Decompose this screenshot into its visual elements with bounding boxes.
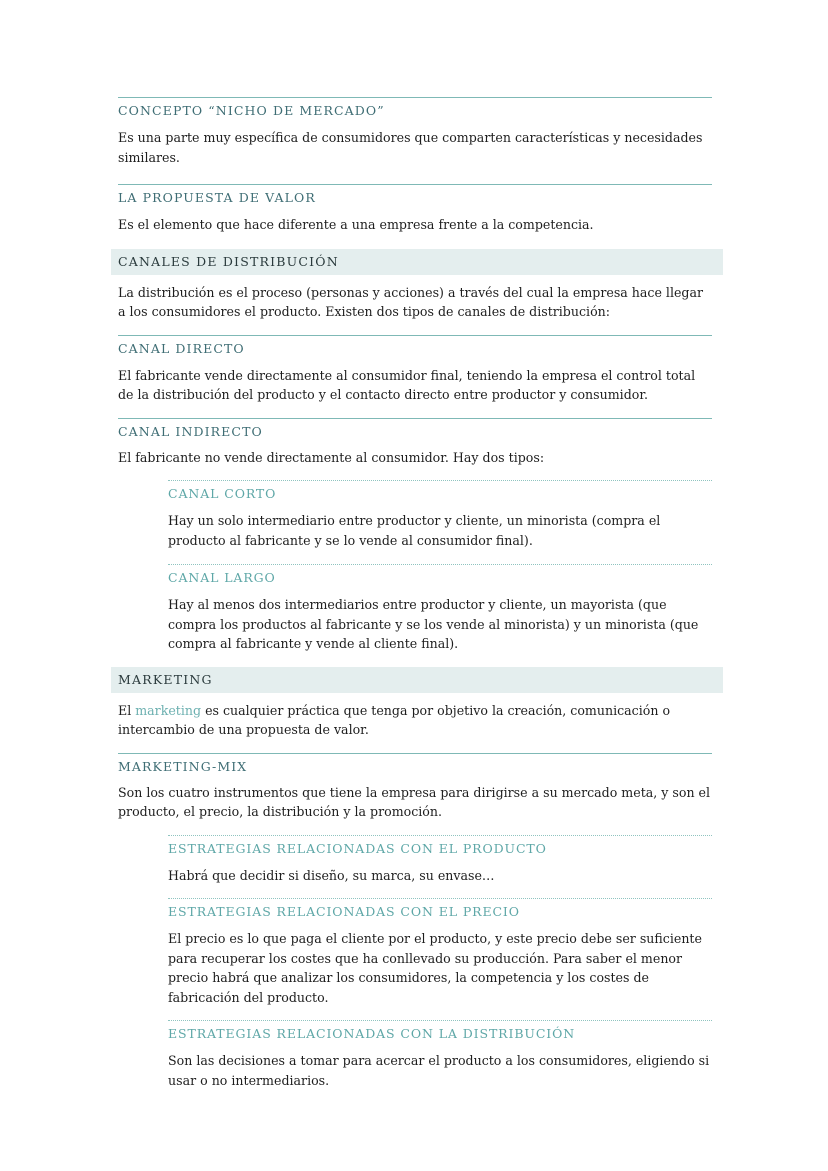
section-nicho — [118, 97, 712, 167]
heading-canales: CANALES DE DISTRIBUCIÓN — [111, 249, 723, 275]
section-marketing — [118, 667, 712, 740]
text-canales: La distribución es el proceso (personas y acciones) a través del cual la empresa hace llegar a los consumidores el producto. Existen dos tipos de canales de distribución: — [118, 284, 704, 319]
heading-canal-directo: CANAL DIRECTO — [118, 340, 245, 356]
section-estrategias-distribucion — [168, 1020, 712, 1090]
section-estrategias-precio — [168, 898, 712, 1007]
heading-canal-indirecto: CANAL INDIRECTO — [118, 423, 263, 439]
heading-marketing: MARKETING — [111, 667, 723, 693]
text-estrategias-producto: Habrá que decidir si diseño, su marca, su envase… — [168, 867, 495, 883]
heading-estrategias-producto: ESTRATEGIAS RELACIONADAS CON EL PRODUCTO — [168, 840, 547, 856]
section-canal-indirecto — [118, 418, 712, 468]
section-canal-directo — [118, 335, 712, 405]
text-canal-indirecto: El fabricante no vende directamente al consumidor. Hay dos tipos: — [118, 449, 545, 465]
section-propuesta — [118, 184, 712, 235]
heading-marketing-mix: MARKETING-MIX — [118, 758, 248, 774]
document-content — [118, 97, 712, 1090]
text-marketing — [118, 701, 712, 740]
text-marketing-mix: Son los cuatro instrumentos que tiene la empresa para dirigirse a su mercado meta, y son el producto, el precio, la distribución y la promoción. — [118, 784, 711, 819]
heading-canal-corto: CANAL CORTO — [168, 486, 277, 501]
section-canal-corto — [168, 480, 712, 550]
section-estrategias-producto — [168, 835, 712, 886]
text-canal-directo: El fabricante vende directamente al consumidor final, teniendo la empresa el control total de la distribución del producto y el contacto directo entre productor y consumidor. — [118, 367, 696, 402]
text-canal-largo: Hay al menos dos intermediarios entre productor y cliente, un mayorista (que compra los productos al fabricante y se los vende al minorista) y un minorista (que compra al fabricante y vende al cliente final). — [168, 597, 699, 651]
section-canales — [118, 249, 712, 322]
text-marketing-before: El — [118, 702, 136, 718]
heading-nicho: CONCEPTO “NICHO DE MERCADO” — [118, 103, 385, 118]
text-estrategias-distribucion: Son las decisiones a tomar para acercar el producto a los consumidores, eligiendo si usar o no intermediarios. — [168, 1053, 710, 1088]
text-marketing-after: es cualquier práctica que tenga por objetivo la creación, comunicación o intercambio de una propuesta de valor. — [118, 702, 671, 737]
marketing-link[interactable]: marketing — [135, 702, 202, 718]
section-marketing-mix — [118, 753, 712, 822]
heading-canal-largo: CANAL LARGO — [168, 570, 276, 585]
heading-estrategias-precio: ESTRATEGIAS RELACIONADAS CON EL PRECIO — [168, 904, 520, 919]
text-propuesta: Es el elemento que hace diferente a una empresa frente a la competencia. — [118, 217, 594, 232]
text-nicho: Es una parte muy específica de consumidores que comparten características y necesidades similares. — [118, 130, 703, 165]
heading-propuesta: LA PROPUESTA DE VALOR — [118, 190, 316, 205]
text-estrategias-precio: El precio es lo que paga el cliente por el producto, y este precio debe ser suficiente para recuperar los costes que ha conllevado su producción. Para saber el menor precio habrá que analizar los consumidores, la competencia y los costes de fabricación del producto. — [168, 931, 702, 1005]
section-canal-largo — [168, 564, 712, 654]
text-canal-corto: Hay un solo intermediario entre productor y cliente, un minorista (compra el producto al fabricante y se lo vende al consumidor final). — [168, 513, 661, 548]
heading-estrategias-distribucion: ESTRATEGIAS RELACIONADAS CON LA DISTRIBUCIÓN — [168, 1026, 576, 1041]
